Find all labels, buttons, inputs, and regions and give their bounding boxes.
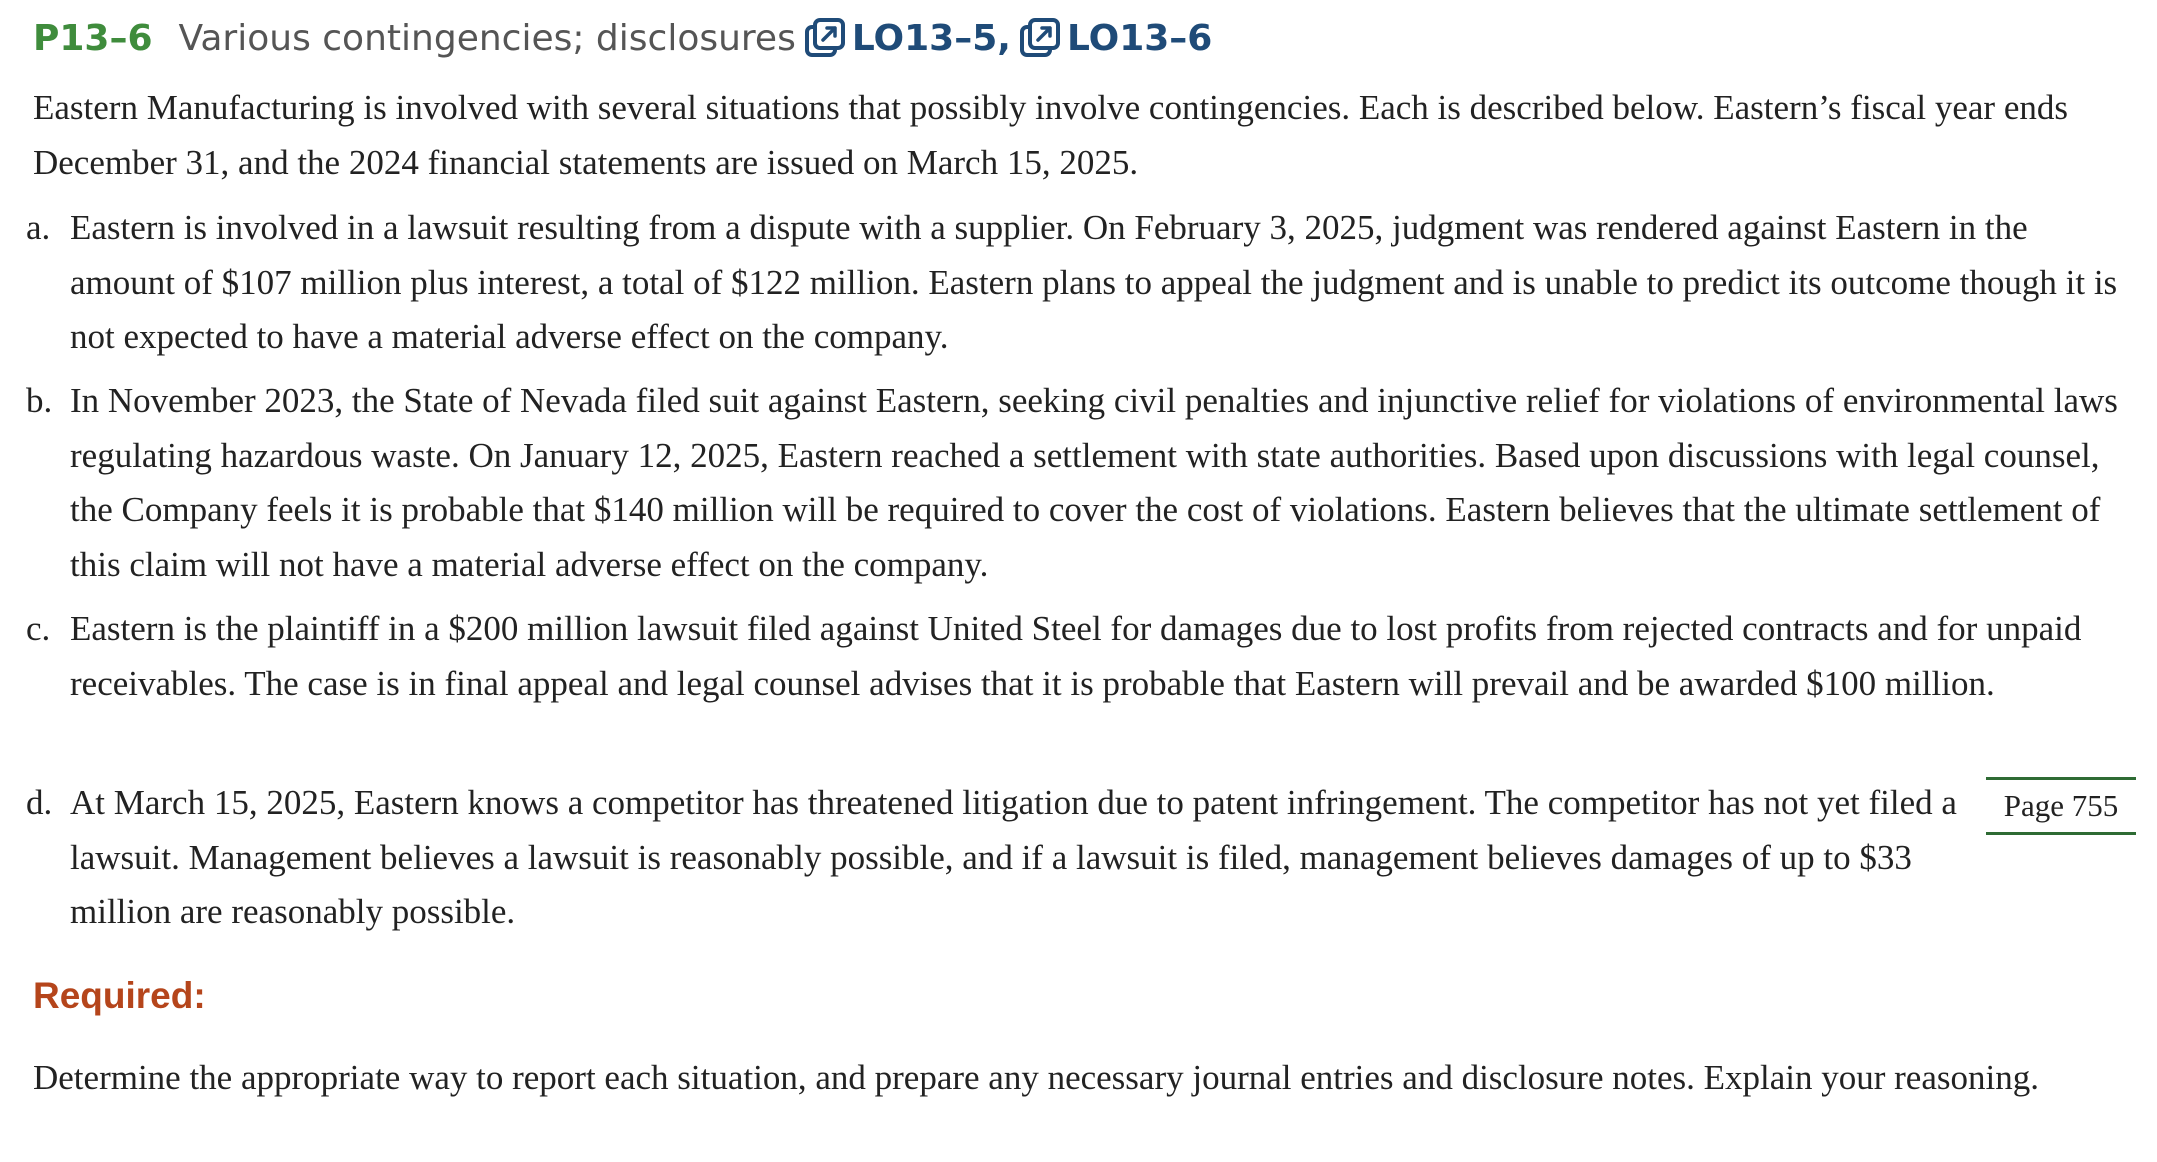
external-link-icon	[1019, 17, 1061, 59]
learning-objective-link-lo13-5[interactable]	[804, 17, 1011, 59]
item-letter: d.	[26, 783, 53, 822]
required-heading: Required:	[33, 975, 206, 1016]
learning-objective-link-lo13-6[interactable]	[1019, 17, 1212, 59]
item-letter: a.	[26, 208, 51, 247]
item-text: Eastern is the plaintiff in a $200 million lawsuit filed against United Steel for damages due to lost profits from rejected contracts and for unpaid receivables. The case is in final appeal and legal counsel advises that it is probable that Eastern will prevail and be awarded $100 million.	[70, 609, 2082, 703]
page-number-marker: Page 755	[1986, 777, 2136, 835]
problem-intro: Eastern Manufacturing is involved with several situations that possibly involve contingencies. Each is described below. Eastern’s fiscal year ends December 31, and the 2024 financial statements are issued on March 15, 2025.	[33, 88, 2068, 182]
problem-heading	[33, 10, 1212, 66]
item-text: Eastern is involved in a lawsuit resulting from a dispute with a supplier. On February 3, 2025, judgment was rendered against Eastern in the amount of $107 million plus interest, a total of $122 million. Eastern plans to appeal the judgment and is unable to predict its outcome though it is not expected to have a material adverse effect on the company.	[70, 208, 2118, 356]
problem-title: Various contingencies; disclosures	[178, 17, 796, 59]
item-text: In November 2023, the State of Nevada filed suit against Eastern, seeking civil penalties and injunctive relief for violations of environmental laws regulating hazardous waste. On January 12, 2025, Eastern reached a settlement with state authorities. Based upon discussions with legal counsel, the Company feels it is probable that $140 million will be required to cover the cost of violations. Eastern believes that the ultimate settlement of this claim will not have a material adverse effect on the company.	[70, 381, 2118, 584]
situation-item-c	[26, 602, 2136, 711]
item-letter: b.	[26, 381, 53, 420]
external-link-icon	[804, 17, 846, 59]
item-letter: c.	[26, 609, 51, 648]
problem-number: P13–6	[33, 17, 153, 59]
situation-item-d	[26, 776, 1986, 940]
situation-item-a	[26, 201, 2136, 365]
learning-objective-label: LO13–6	[1066, 17, 1213, 59]
learning-objective-label: LO13–5,	[851, 17, 1011, 59]
situation-item-b	[26, 374, 2136, 592]
item-text: At March 15, 2025, Eastern knows a competitor has threatened litigation due to patent infringement. The competitor has not yet filed a lawsuit. Management believes a lawsuit is reasonably possible, and if a lawsuit is filed, management believes damages of up to $33 million are reasonably possible.	[70, 783, 1957, 931]
required-instructions: Determine the appropriate way to report each situation, and prepare any necessary journal entries and disclosure notes. Explain your reasoning.	[33, 1058, 2039, 1097]
